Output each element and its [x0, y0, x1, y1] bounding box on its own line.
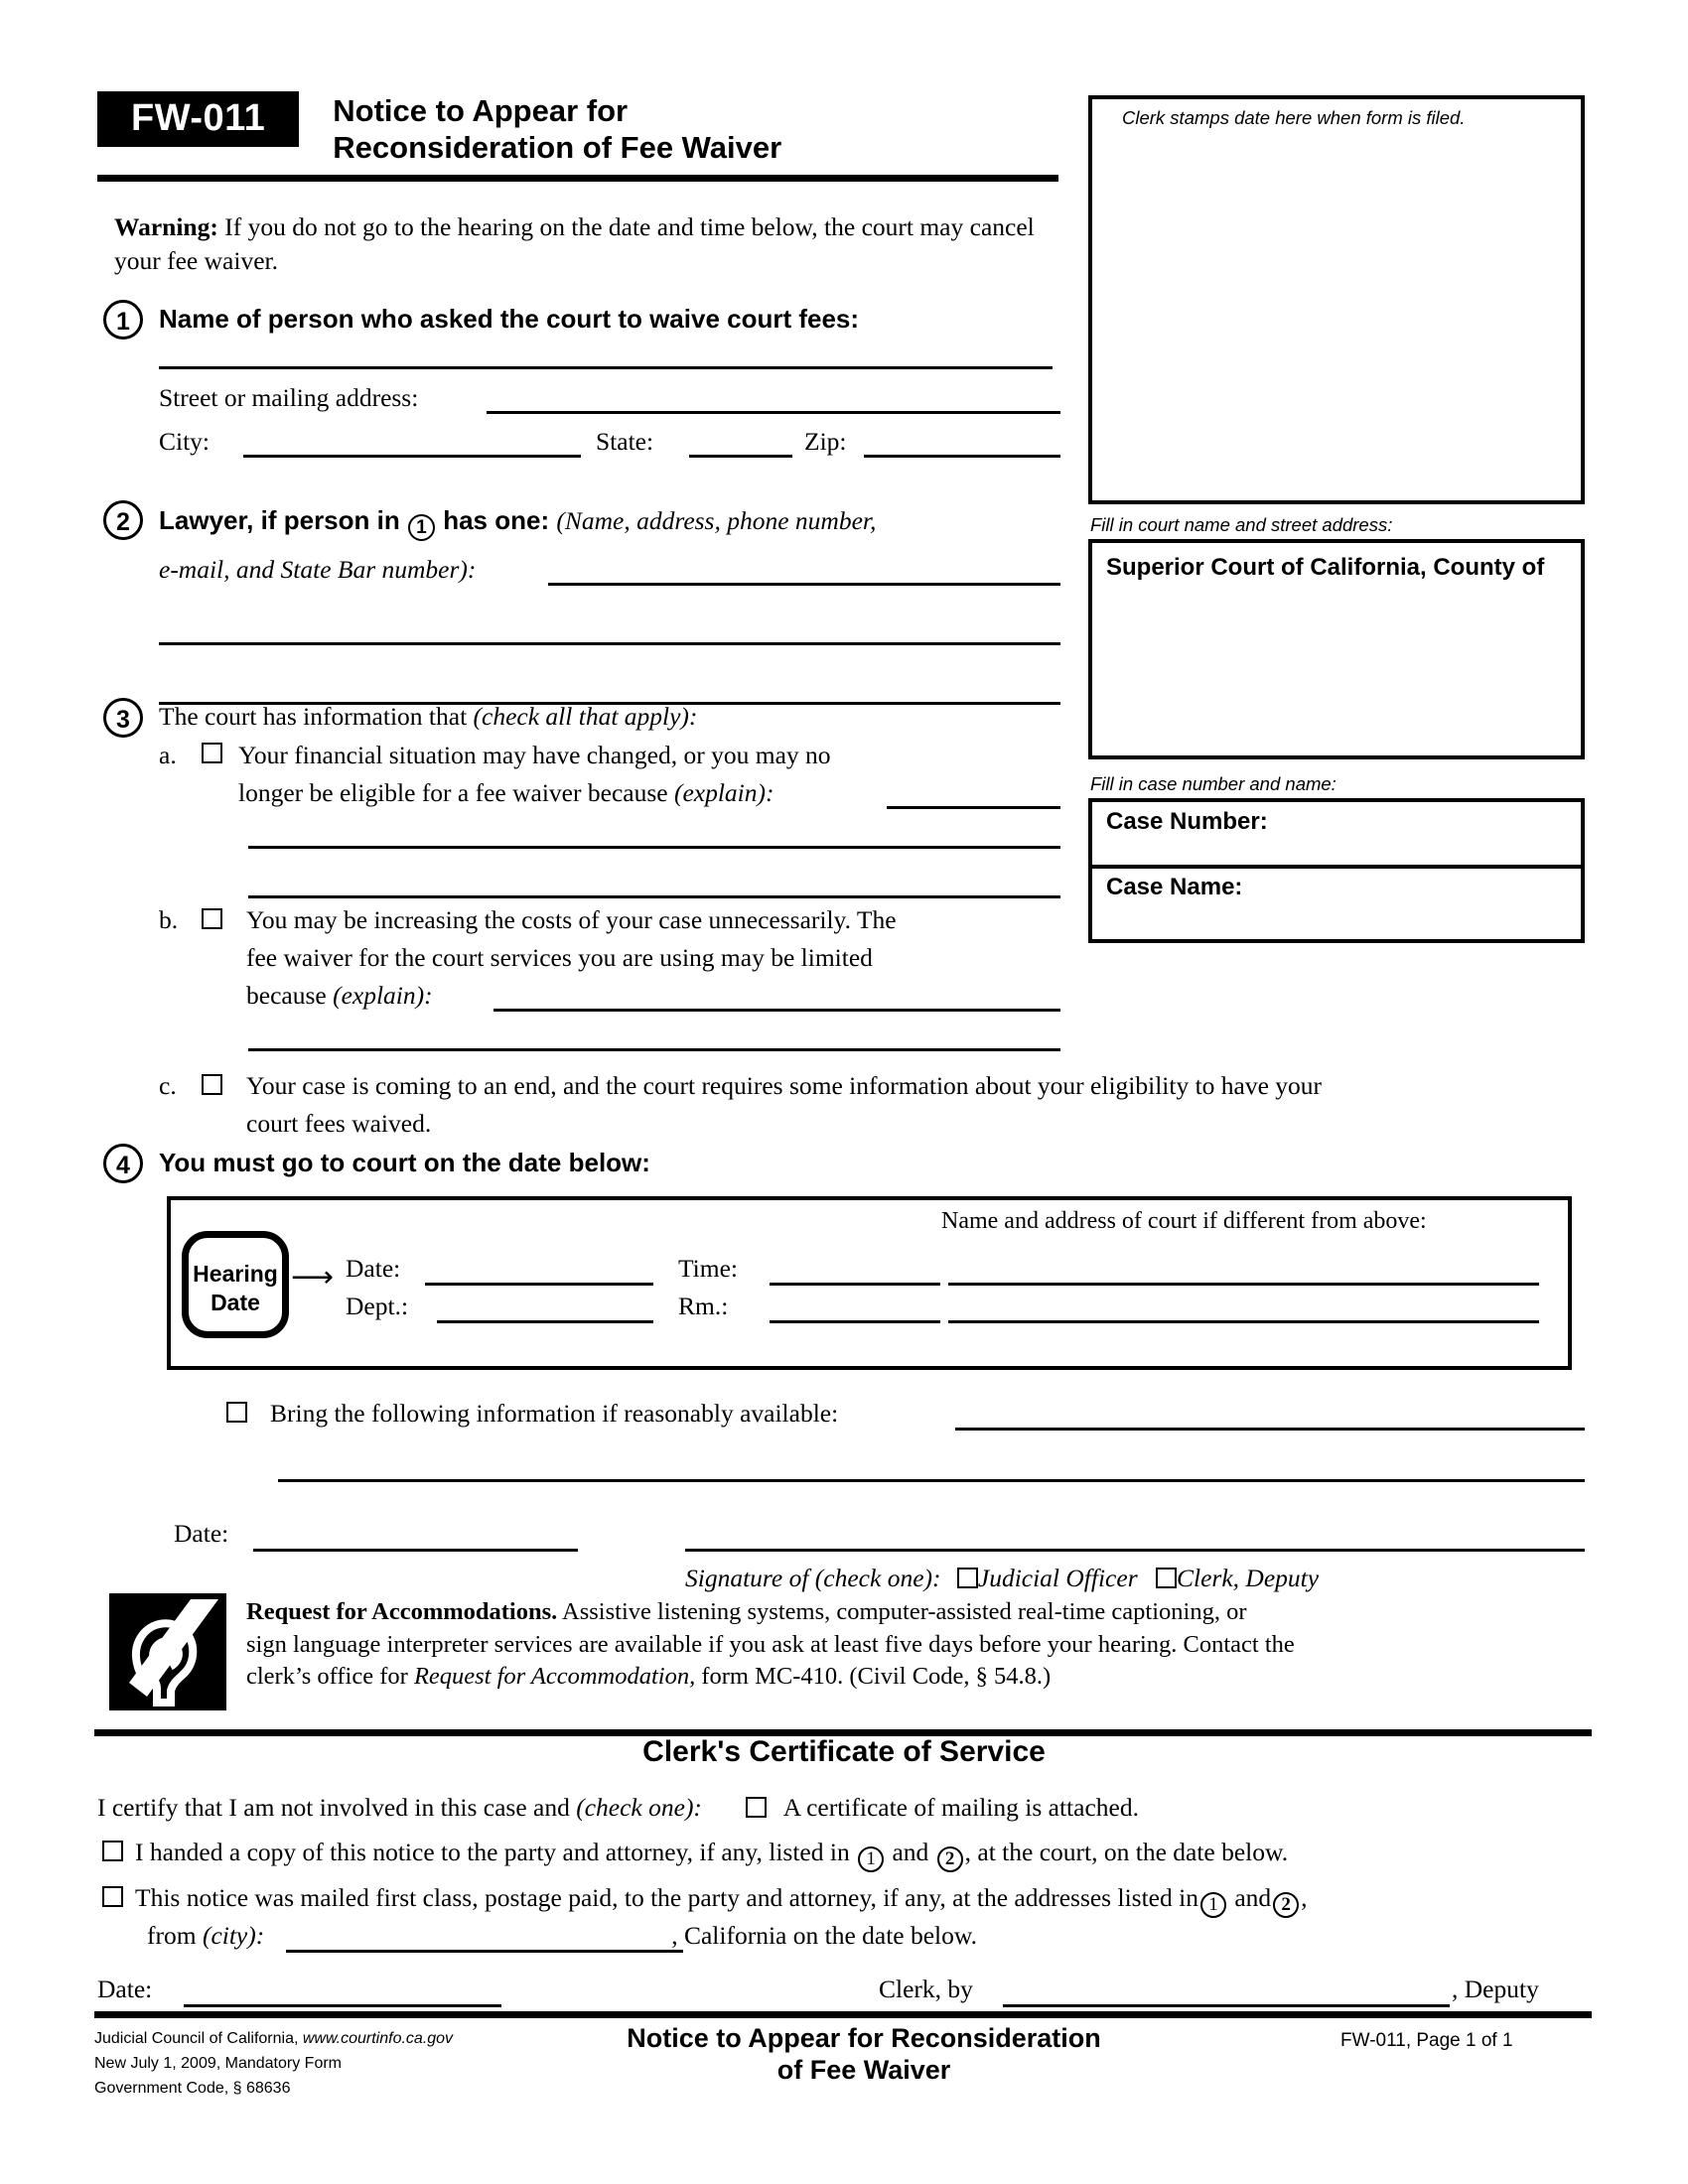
certificate-line3-continued [147, 1919, 977, 1952]
hearing-time-blank[interactable] [770, 1283, 940, 1286]
item3a-letter: a. [159, 741, 177, 769]
certificate-line2 [135, 1836, 1288, 1872]
hearing-rm-label: Rm.: [678, 1292, 729, 1320]
certificate-city-blank[interactable] [286, 1950, 683, 1953]
signature-line[interactable] [685, 1549, 1585, 1552]
item3c-line2: court fees waived. [246, 1109, 432, 1138]
item-number-3: 3 [103, 698, 143, 738]
certificate-line3-city-hint: (city): [202, 1921, 265, 1950]
footer-page-number: FW-011, Page 1 of 1 [1340, 2030, 1513, 2051]
signature-prefix: Signature of (check one): [685, 1564, 941, 1592]
item2-heading-a: Lawyer, if person in [159, 505, 400, 535]
bring-information-blank1[interactable] [955, 1428, 1585, 1431]
header-divider [97, 175, 1058, 182]
item3b-blank-line1[interactable] [493, 1009, 1060, 1012]
item2-blank-line1[interactable] [548, 583, 1060, 586]
item3a-blank-line3[interactable] [248, 895, 1060, 898]
item1-street-label: Street or mailing address: [159, 383, 419, 412]
checkbox-3b[interactable] [202, 908, 222, 929]
form-title [333, 91, 781, 166]
ref-circle-2-line3: 2 [1273, 1892, 1299, 1918]
certificate-clerk-by-blank[interactable] [1003, 2004, 1450, 2007]
item-number-4: 4 [103, 1144, 143, 1183]
item2-blank-line2[interactable] [159, 642, 1060, 645]
hearing-assistance-icon [109, 1593, 226, 1710]
signature-date-label: Date: [174, 1519, 229, 1548]
hearing-date-badge [182, 1231, 289, 1338]
certificate-date-blank[interactable] [184, 2004, 501, 2007]
certificate-line3 [135, 1881, 1308, 1918]
item3b-line3-text: because [246, 981, 327, 1010]
item3b-hint: (explain): [333, 981, 433, 1010]
item3c-letter: c. [159, 1071, 177, 1100]
form-code-badge: FW-011 [97, 91, 299, 147]
warning-label: Warning: [114, 212, 218, 241]
checkbox-handed-copy[interactable] [102, 1841, 123, 1861]
certificate-line1-option: A certificate of mailing is attached. [782, 1793, 1139, 1822]
item3b-letter: b. [159, 905, 179, 934]
item3a-line2 [238, 776, 774, 809]
bring-information-label: Bring the following information if reasonably available: [270, 1399, 839, 1428]
item2-heading [159, 504, 1092, 541]
footer-council-text: Judicial Council of California, [94, 2030, 303, 2047]
checkbox-certificate-of-mailing[interactable] [746, 1797, 767, 1818]
item3b-line1: You may be increasing the costs of your case unnecessarily. The [246, 905, 897, 934]
checkbox-3a[interactable] [202, 743, 222, 763]
case-number-label: Case Number: [1106, 808, 1268, 835]
footer-divider [94, 2011, 1592, 2018]
footer-revision: New July 1, 2009, Mandatory Form [94, 2054, 342, 2072]
item2-hint-line2: e-mail, and State Bar number): [159, 555, 477, 584]
hearing-date-blank[interactable] [425, 1283, 653, 1286]
hearing-court-address-blank2[interactable] [948, 1320, 1539, 1323]
item1-city-blank[interactable] [243, 455, 581, 458]
accommodations-body3a: clerk’s office for [246, 1663, 414, 1691]
checkbox-judicial-officer[interactable] [957, 1568, 978, 1588]
footer-center-title [516, 2023, 1211, 2087]
accommodations-heading: Request for Accommodations. [246, 1598, 558, 1625]
certificate-line2-text-b: , at the court, on the date below. [964, 1838, 1289, 1866]
accommodations-body3b: form MC-410. (Civil Code, § 54.8.) [695, 1663, 1052, 1691]
certificate-line1-hint: (check one): [576, 1793, 702, 1822]
checkbox-clerk-deputy[interactable] [1156, 1568, 1177, 1588]
certificate-line3-from: from [147, 1921, 197, 1950]
ref-circle-1: 1 [408, 514, 435, 541]
checkbox-bring-information[interactable] [226, 1402, 247, 1423]
court-name-value: Superior Court of California, County of [1106, 554, 1545, 581]
item-number-1: 1 [103, 300, 143, 340]
hearing-badge-line1: Hearing [193, 1261, 278, 1287]
item3a-line1: Your financial situation may have changed, or you may no [238, 741, 831, 769]
hearing-time-label: Time: [678, 1254, 739, 1283]
item1-zip-blank[interactable] [864, 455, 1060, 458]
item1-name-blank[interactable] [159, 366, 1053, 369]
warning-notice [114, 210, 1048, 278]
certificate-date-label: Date: [97, 1975, 153, 2003]
ref-circle-2-line2: 2 [937, 1846, 963, 1872]
clerk-stamp-caption: Clerk stamps date here when form is filed. [1122, 107, 1466, 128]
item3-lead [159, 700, 697, 733]
signature-option-judicial-officer: Judicial Officer [977, 1564, 1138, 1592]
case-info-caption: Fill in case number and name: [1090, 773, 1336, 794]
item3a-line2-text: longer be eligible for a fee waiver because [238, 778, 668, 807]
item2-heading-b: has one: [443, 505, 550, 535]
case-name-label: Case Name: [1106, 874, 1243, 900]
certificate-line2-and: and [892, 1838, 929, 1866]
item1-street-blank[interactable] [487, 411, 1060, 414]
accommodations-body1: Assistive listening systems, computer-assisted real-time captioning, or [557, 1598, 1247, 1625]
item1-heading: Name of person who asked the court to waive court fees: [159, 304, 860, 334]
accommodations-notice [246, 1596, 1587, 1694]
form-title-line1: Notice to Appear for [333, 93, 629, 128]
hearing-rm-blank[interactable] [770, 1320, 940, 1323]
item3c-line1: Your case is coming to an end, and the court requires some information about your eligibility to have your [246, 1071, 1323, 1100]
hearing-court-address-blank1[interactable] [948, 1283, 1539, 1286]
hearing-dept-label: Dept.: [346, 1292, 409, 1320]
checkbox-3c[interactable] [202, 1074, 222, 1095]
warning-body: If you do not go to the hearing on the date and time below, the court may cancel your fee waiver. [114, 212, 1035, 275]
footer-left [94, 2027, 453, 2101]
clerk-stamp-box[interactable] [1088, 95, 1585, 504]
item3-lead-hint: (check all that apply): [473, 702, 698, 731]
accommodations-body2: sign language interpreter services are available if you ask at least five days before your hearing. Contact the [246, 1630, 1295, 1658]
item3a-hint: (explain): [673, 778, 774, 807]
item3b-line2: fee waiver for the court services you are using may be limited [246, 943, 873, 972]
certificate-line2-text-a: I handed a copy of this notice to the party and attorney, if any, listed in [135, 1838, 850, 1866]
signature-check-row [685, 1562, 1319, 1594]
item3b-blank-line2[interactable] [248, 1048, 1060, 1051]
accommodations-form-ref: Request for Accommodation, [413, 1663, 696, 1691]
ref-circle-1-line3: 1 [1200, 1892, 1226, 1918]
certificate-line3-comma: , [1301, 1883, 1308, 1912]
certificate-line3-text-b: , California on the date below. [671, 1921, 978, 1950]
form-header [97, 91, 1070, 166]
signature-option-clerk-deputy: Clerk, Deputy [1177, 1564, 1320, 1592]
arrow-right-icon: ⟶ [291, 1261, 335, 1294]
hearing-dept-blank[interactable] [437, 1320, 653, 1323]
footer-code: Government Code, § 68636 [94, 2079, 291, 2097]
item3-lead-text: The court has information that [159, 702, 468, 731]
item-number-2: 2 [103, 500, 143, 540]
ref-circle-1-line2: 1 [858, 1846, 884, 1872]
footer-title-line1: Notice to Appear for Reconsideration [627, 2023, 1101, 2053]
item3a-blank-line2[interactable] [248, 846, 1060, 849]
item2-hint-line1: (Name, address, phone number, [556, 506, 877, 535]
item1-city-label: City: [159, 427, 211, 456]
hearing-badge-line2: Date [211, 1289, 260, 1315]
hearing-court-address-label: Name and address of court if different from above: [941, 1208, 1427, 1234]
item1-state-label: State: [596, 427, 654, 456]
certificate-title: Clerk's Certificate of Service [642, 1735, 1046, 1768]
checkbox-mailed-first-class[interactable] [102, 1886, 123, 1907]
certificate-line1 [97, 1791, 1139, 1824]
item3a-blank-line1[interactable] [887, 806, 1060, 809]
bring-information-blank2[interactable] [278, 1479, 1585, 1482]
item1-zip-label: Zip: [804, 427, 847, 456]
footer-title-line2: of Fee Waiver [776, 2054, 951, 2085]
footer-website: www.courtinfo.ca.gov [302, 2030, 454, 2047]
signature-date-blank[interactable] [253, 1549, 578, 1552]
certificate-clerk-by-label: Clerk, by [879, 1975, 973, 2003]
item1-state-blank[interactable] [689, 455, 792, 458]
certificate-line1-text: I certify that I am not involved in this case and [97, 1793, 570, 1822]
certificate-line3-and: and [1234, 1883, 1272, 1912]
court-name-caption: Fill in court name and street address: [1090, 514, 1393, 535]
certificate-deputy-label: , Deputy [1452, 1975, 1539, 2003]
certificate-line3-text-a: This notice was mailed first class, postage paid, to the party and attorney, if any, at the addresses listed in [135, 1883, 1198, 1912]
item3b-line3 [246, 979, 433, 1012]
hearing-date-label: Date: [346, 1254, 401, 1283]
item4-heading: You must go to court on the date below: [159, 1148, 650, 1177]
form-title-line2: Reconsideration of Fee Waiver [333, 129, 782, 165]
